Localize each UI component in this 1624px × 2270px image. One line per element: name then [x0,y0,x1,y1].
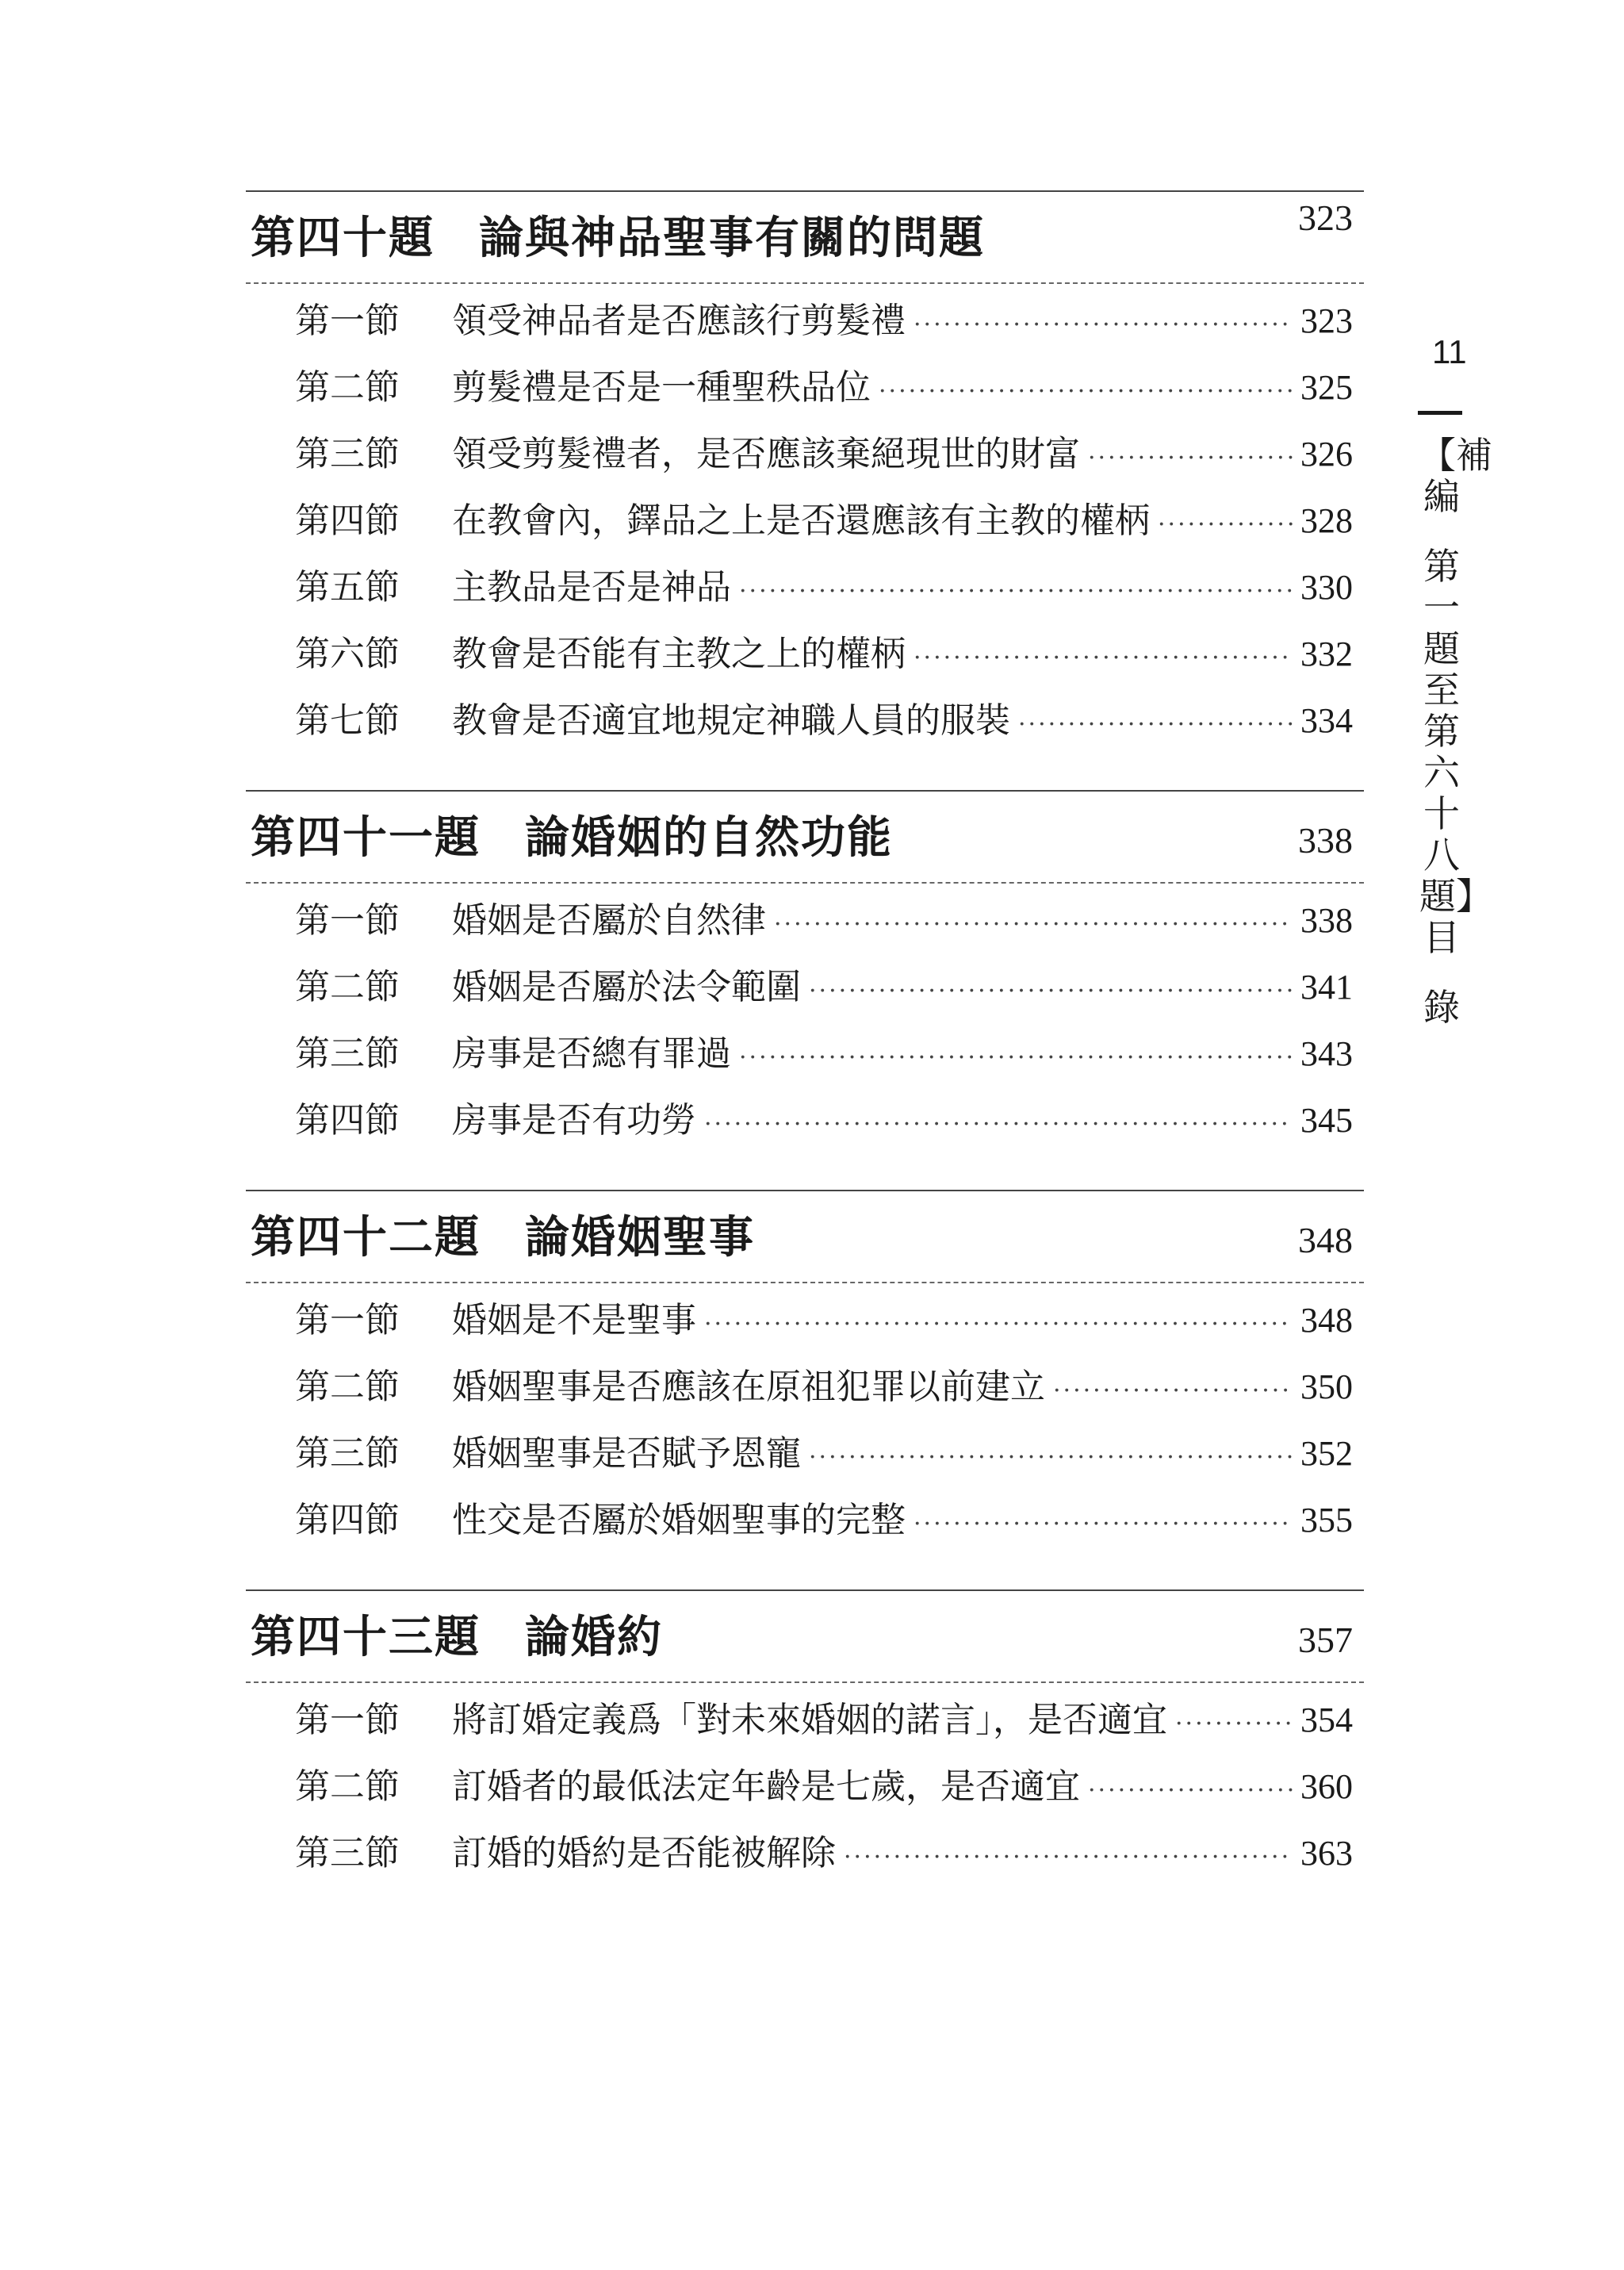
dot-leader [844,1843,1293,1871]
dot-leader [1175,1710,1293,1738]
chapter-page: 357 [1298,1620,1353,1660]
dot-leader [809,1444,1293,1471]
section-number: 第三節 [295,434,400,474]
section-number: 第六節 [295,634,400,674]
section-page: 360 [1300,1767,1353,1806]
section-number: 第二節 [295,1766,400,1807]
toc-entry [246,958,1364,1025]
running-header-part: 目 [1423,916,1460,959]
toc-entry [246,1358,1364,1425]
dot-leader [809,977,1293,1005]
chapter-name: 論婚約 [525,1611,663,1663]
section-page: 334 [1300,701,1353,740]
chapter-41 [246,790,1364,1158]
chapter-page: 323 [1298,197,1353,238]
chapter-number: 第四十一題 [251,811,481,864]
section-number: 第一節 [295,1300,400,1340]
dot-leader [704,1110,1293,1138]
page-number: 11 [1432,333,1467,370]
section-title: 性交是否屬於婚姻聖事的完整 [452,1500,906,1540]
section-title: 在教會內，鐸品之上是否還應該有主教的權柄 [452,500,1150,541]
toc-entry [246,1425,1364,1491]
dot-leader [879,378,1293,405]
running-header-part: 【補編 [1419,434,1492,518]
section-number: 第一節 [295,900,400,941]
section-title: 訂婚者的最低法定年齡是七歲，是否適宜 [452,1766,1080,1807]
running-header [1419,434,1492,1029]
section-title: 教會是否適宜地規定神職人員的服裝 [452,700,1010,741]
running-header-part: 第一題至第六十八題】 [1419,545,1492,918]
toc-entry [246,558,1364,625]
chapter-number: 第四十三題 [251,1611,481,1663]
section-title: 婚姻是否屬於法令範圍 [452,967,801,1007]
dot-leader [914,1510,1293,1538]
chapter-heading [246,1589,1364,1683]
section-page: 341 [1300,968,1353,1007]
chapter-name: 論婚姻聖事 [525,1211,755,1263]
section-title: 房事是否總有罪過 [452,1033,731,1074]
toc-entry [246,892,1364,958]
toc-entry [246,1491,1364,1558]
toc-entry [246,1691,1364,1758]
section-number: 第二節 [295,1367,400,1407]
toc-entry [246,292,1364,359]
side-rule [1418,411,1462,415]
chapter-heading [246,790,1364,884]
chapter-number: 第四十二題 [251,1211,481,1263]
chapter-title [251,1202,755,1266]
section-page: 363 [1300,1834,1353,1873]
dot-leader [914,311,1293,339]
section-title: 教會是否能有主教之上的權柄 [452,634,906,674]
section-title: 將訂婚定義爲「對未來婚姻的諾言」，是否適宜 [452,1700,1167,1740]
section-number: 第五節 [295,567,400,608]
section-page: 328 [1300,501,1353,540]
toc-entry [246,1291,1364,1358]
toc-entry [246,492,1364,558]
dot-leader [704,1310,1293,1338]
toc-entry [246,425,1364,492]
section-title: 領受剪髮禮者，是否應該棄絕現世的財富 [452,434,1080,474]
section-page: 354 [1300,1701,1353,1739]
dot-leader [1088,1777,1293,1804]
dot-leader [1088,444,1293,472]
section-title: 婚姻是否屬於自然律 [452,900,766,941]
section-number: 第二節 [295,367,400,408]
section-number: 第二節 [295,967,400,1007]
section-page: 325 [1300,368,1353,407]
section-number: 第三節 [295,1833,400,1873]
toc-entry [246,625,1364,692]
section-number: 第七節 [295,700,400,741]
section-page: 326 [1300,435,1353,474]
chapter-43 [246,1589,1364,1891]
chapter-name: 論婚姻的自然功能 [525,811,893,864]
section-number: 第三節 [295,1033,400,1074]
toc-entry [246,1091,1364,1158]
section-page: 343 [1300,1034,1353,1073]
section-number: 第一節 [295,1700,400,1740]
dot-leader [739,577,1293,605]
section-page: 348 [1300,1301,1353,1340]
chapter-name: 論與神品聖事有關的問題 [479,212,985,264]
section-page: 355 [1300,1501,1353,1540]
section-page: 332 [1300,635,1353,673]
dot-leader [1018,711,1293,738]
running-header-part: 錄 [1423,986,1460,1029]
section-title: 主教品是否是神品 [452,567,731,608]
section-number: 第三節 [295,1433,400,1474]
toc-entry [246,1758,1364,1824]
toc-entry [246,359,1364,425]
section-title: 領受神品者是否應該行剪髮禮 [452,301,906,341]
section-page: 350 [1300,1367,1353,1406]
dot-leader [739,1044,1293,1072]
dot-leader [1158,511,1293,539]
chapter-title [251,1602,663,1666]
section-title: 婚姻聖事是否賦予恩寵 [452,1433,801,1474]
section-page: 352 [1300,1434,1353,1473]
section-page: 338 [1300,901,1353,940]
section-title: 婚姻是不是聖事 [452,1300,696,1340]
dot-leader [774,911,1293,938]
chapter-page: 348 [1298,1220,1353,1260]
section-title: 婚姻聖事是否應該在原祖犯罪以前建立 [452,1367,1045,1407]
chapter-40 [246,190,1364,758]
dot-leader [1053,1377,1293,1405]
chapter-heading [246,1190,1364,1283]
toc-entry [246,692,1364,758]
chapter-heading [246,190,1364,284]
chapter-42 [246,1190,1364,1558]
section-title: 剪髮禮是否是一種聖秩品位 [452,367,871,408]
section-title: 房事是否有功勞 [452,1100,696,1141]
chapter-page: 338 [1298,820,1353,861]
section-number: 第四節 [295,500,400,541]
section-page: 345 [1300,1101,1353,1140]
chapter-title [251,203,985,266]
chapter-number: 第四十題 [251,212,435,264]
section-number: 第四節 [295,1100,400,1141]
toc-entry [246,1025,1364,1091]
section-number: 第一節 [295,301,400,341]
toc-entry [246,1824,1364,1891]
chapter-title [251,803,893,866]
section-page: 330 [1300,568,1353,607]
section-number: 第四節 [295,1500,400,1540]
section-page: 323 [1300,301,1353,340]
section-title: 訂婚的婚約是否能被解除 [452,1833,836,1873]
table-of-contents [246,190,1364,1923]
dot-leader [914,644,1293,672]
